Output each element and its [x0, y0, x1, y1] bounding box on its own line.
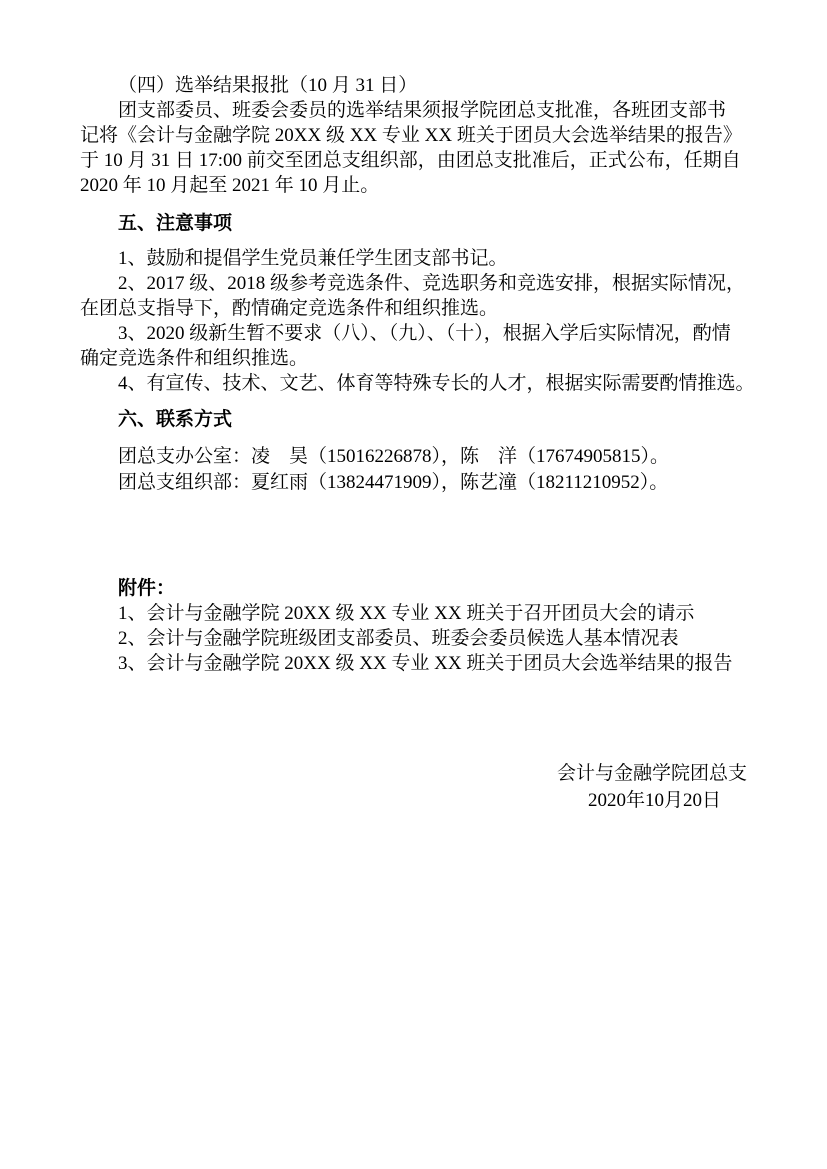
paragraph-line: 2020 年 10 月起至 2021 年 10 月止。 [80, 175, 380, 196]
section4-heading: （四）选举结果报批（10 月 31 日） [118, 75, 418, 96]
attachments-list [80, 601, 747, 676]
section4-paragraph [80, 98, 747, 198]
list-item-line: 4、有宣传、技术、文艺、体育等特殊专长的人才，根据实际需要酌情推选。 [118, 373, 755, 394]
signature-org: 会计与金融学院团总支 [556, 763, 747, 784]
attachments-heading: 附件： [118, 578, 176, 599]
signature-date: 2020年10月20日 [587, 790, 721, 811]
paragraph-line: 记将《会计与金融学院 20XX 级 XX 专业 XX 班关于团员大会选举结果的报告》 [80, 125, 742, 146]
attachment-item: 3、会计与金融学院 20XX 级 XX 专业 XX 班关于团员大会选举结果的报告 [118, 653, 733, 674]
list-item-continuation-line: 确定竞选条件和组织推选。 [80, 348, 309, 369]
contact-line-org-dept: 团总支组织部：夏红雨（13824471909），陈艺潼（18211210952）。 [118, 472, 669, 493]
attachment-item: 2、会计与金融学院班级团支部委员、班委会委员候选人基本情况表 [118, 628, 679, 649]
attachment-item: 1、会计与金融学院 20XX 级 XX 专业 XX 班关于召开团员大会的请示 [118, 603, 695, 624]
list-item-line: 3、2020 级新生暂不要求（八）、（九）、（十），根据入学后实际情况，酌情 [118, 323, 731, 344]
list-item-line: 2、2017 级、2018 级参考竞选条件、竞选职务和竞选安排，根据实际情况， [118, 273, 746, 294]
section6-heading: 六、联系方式 [118, 409, 233, 430]
list-item-continuation-line: 在团总支指导下，酌情确定竞选条件和组织推选。 [80, 298, 499, 319]
paragraph-line: 于 10 月 31 日 17:00 前交至团总支组织部，由团总支批准后，正式公布，任期自 [80, 150, 741, 171]
section5-heading: 五、注意事项 [118, 213, 233, 234]
contact-block [80, 444, 747, 496]
contact-line-office: 团总支办公室：凌 昊（15016226878），陈 洋（17674905815）。 [118, 446, 670, 467]
section5-list [80, 246, 755, 396]
list-item-line: 1、鼓励和提倡学生党员兼任学生团支部书记。 [118, 248, 508, 269]
signature-block [80, 760, 747, 814]
paragraph-line: 团支部委员、班委会委员的选举结果须报学院团总支批准，各班团支部书 [118, 100, 727, 121]
